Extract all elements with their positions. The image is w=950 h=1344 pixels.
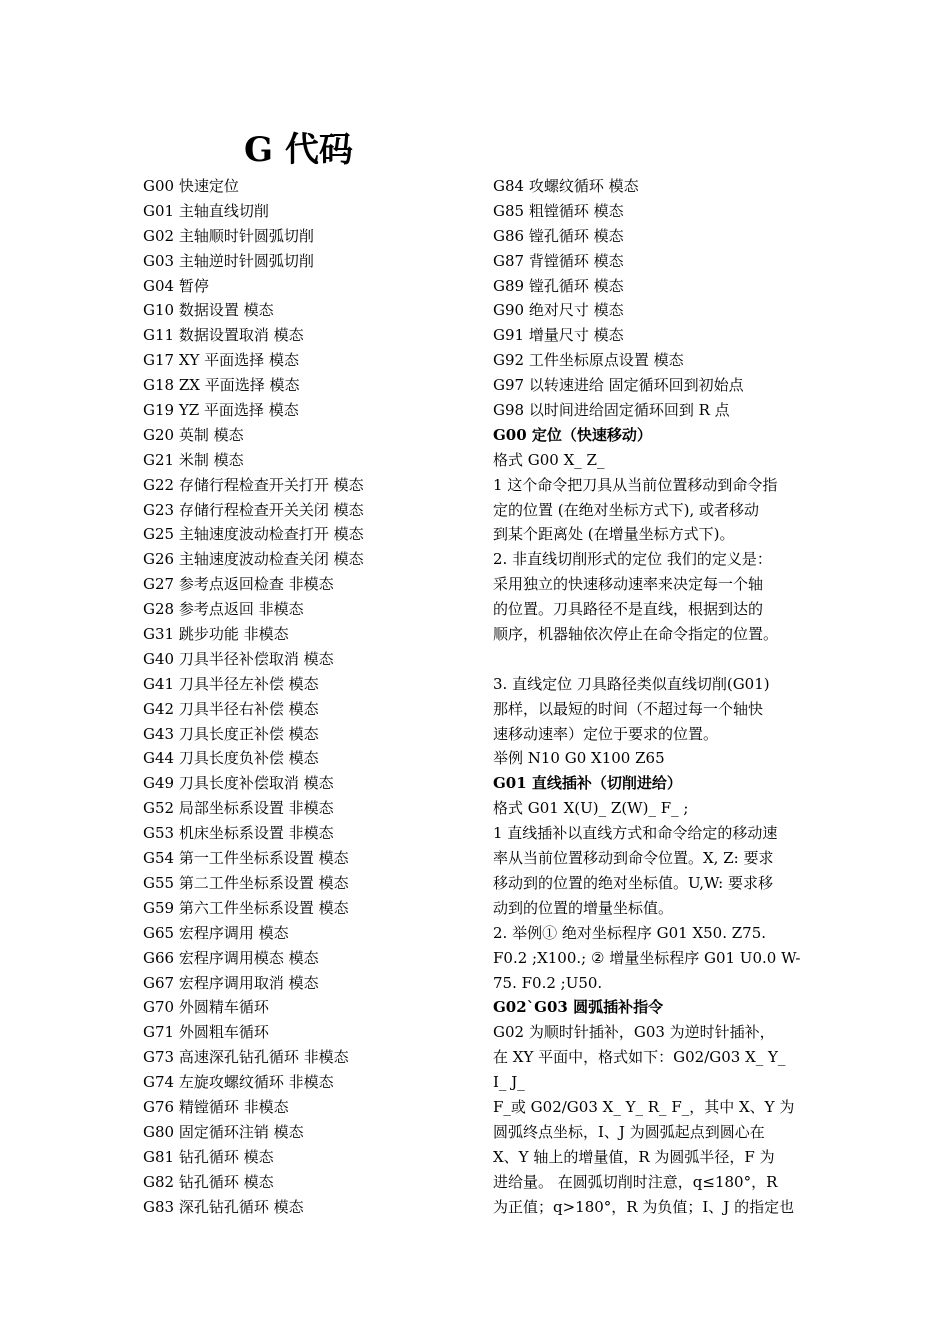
text-line: 2. 举例① 绝对坐标程序 G01 X50. Z75. [493, 923, 767, 942]
text-line: G92 工件坐标原点设置 模态 [493, 351, 684, 370]
text-line: 那样，以最短的时间（不超过每一个轴快 [493, 699, 764, 718]
page-title: G 代码 [244, 130, 353, 170]
text-line: G85 粗镗循环 模态 [493, 201, 624, 220]
g-code-entry: G44 刀具长度负补偿 模态 [143, 749, 319, 768]
g-code-entry: G71 外圆粗车循环 [143, 1023, 269, 1042]
section-heading: G00 定位（快速移动） [493, 425, 652, 444]
g-code-entry: G26 主轴速度波动检查关闭 模态 [143, 550, 364, 569]
text-line: G97 以转速进给 固定循环回到初始点 [493, 376, 744, 395]
text-line: F0.2 ;X100.; ② 增量坐标程序 G01 U0.0 W- [493, 948, 801, 967]
text-line: F_或 G02/G03 X_ Y_ R_ F_，其中 X、Y 为 [493, 1097, 795, 1116]
text-line: 定的位置 (在绝对坐标方式下), 或者移动 [493, 500, 760, 519]
g-code-entry: G52 局部坐标系设置 非模态 [143, 799, 334, 818]
g-code-entry: G80 固定循环注销 模态 [143, 1122, 304, 1141]
text-line: 格式 G00 X_ Z_ [493, 450, 605, 469]
g-code-entry: G19 YZ 平面选择 模态 [143, 401, 299, 420]
text-line: G98 以时间进给固定循环回到 R 点 [493, 401, 730, 420]
text-line: 圆弧终点坐标，I、J 为圆弧起点到圆心在 [493, 1122, 765, 1141]
section-heading: G02`G03 圆弧插补指令 [493, 998, 664, 1017]
g-code-entry: G23 存储行程检查开关关闭 模态 [143, 500, 364, 519]
text-line: 1 直线插补以直线方式和命令给定的移动速 [493, 824, 778, 843]
g-code-entry: G42 刀具半径右补偿 模态 [143, 699, 319, 718]
text-line: X、Y 轴上的增量值，R 为圆弧半径，F 为 [493, 1147, 775, 1166]
text-line: 到某个距离处 (在增量坐标方式下)。 [493, 525, 735, 544]
text-line: 举例 N10 G0 X100 Z65 [493, 749, 665, 768]
text-line: G02 为顺时针插补，G03 为逆时针插补， [493, 1023, 775, 1042]
g-code-entry: G02 主轴顺时针圆弧切削 [143, 226, 314, 245]
g-code-entry: G74 左旋攻螺纹循环 非模态 [143, 1073, 334, 1092]
text-line: I_ J_ [493, 1073, 525, 1092]
g-code-entry: G53 机床坐标系设置 非模态 [143, 824, 334, 843]
g-code-entry: G59 第六工件坐标系设置 模态 [143, 898, 349, 917]
text-line: 顺序，机器轴依次停止在命令指定的位置。 [493, 625, 779, 644]
g-code-entry: G22 存储行程检查开关打开 模态 [143, 475, 364, 494]
blank-line [493, 647, 813, 672]
g-code-entry: G28 参考点返回 非模态 [143, 600, 304, 619]
text-line: 速移动速率）定位于要求的位置。 [493, 724, 719, 743]
g-code-entry: G27 参考点返回检查 非模态 [143, 575, 334, 594]
g-code-entry: G21 米制 模态 [143, 450, 244, 469]
g-code-entry: G82 钻孔循环 模态 [143, 1172, 274, 1191]
g-code-entry: G31 跳步功能 非模态 [143, 625, 289, 644]
g-code-entry: G17 XY 平面选择 模态 [143, 351, 299, 370]
g-code-entry: G81 钻孔循环 模态 [143, 1147, 274, 1166]
g-code-entry: G65 宏程序调用 模态 [143, 923, 289, 942]
g-code-entry: G41 刀具半径左补偿 模态 [143, 674, 319, 693]
text-line: 进给量。 在圆弧切削时注意，q≤180°，R [493, 1172, 778, 1191]
text-line: G84 攻螺纹循环 模态 [493, 177, 639, 195]
text-line: 在 XY 平面中，格式如下：G02/G03 X_ Y_ [493, 1048, 786, 1067]
text-line: G89 镗孔循环 模态 [493, 276, 624, 295]
g-code-entry: G70 外圆精车循环 [143, 998, 269, 1017]
g-code-list-left-column [143, 174, 473, 1219]
g-code-entry: G49 刀具长度补偿取消 模态 [143, 774, 334, 793]
text-line: 率从当前位置移动到命令位置。X, Z: 要求 [493, 849, 774, 868]
g-code-entry: G83 深孔钻孔循环 模态 [143, 1197, 304, 1216]
text-line: 2. 非直线切削形式的定位 我们的定义是： [493, 550, 772, 569]
g-code-entry: G01 主轴直线切削 [143, 201, 269, 220]
g-code-entry: G43 刀具长度正补偿 模态 [143, 724, 319, 743]
section-heading: G01 直线插补（切削进给） [493, 774, 682, 793]
g-code-entry: G03 主轴逆时针圆弧切削 [143, 251, 314, 270]
g-code-entry: G04 暂停 [143, 276, 209, 295]
text-line: 为正值；q>180°，R 为负值；I、J 的指定也 [493, 1197, 795, 1216]
g-code-entry: G54 第一工件坐标系设置 模态 [143, 849, 349, 868]
text-line: G87 背镗循环 模态 [493, 251, 624, 270]
g-code-entry: G10 数据设置 模态 [143, 301, 274, 320]
text-line: 采用独立的快速移动速率来决定每一个轴 [493, 575, 764, 594]
g-code-entry: G40 刀具半径补偿取消 模态 [143, 649, 334, 668]
text-line: 动到的位置的增量坐标值。 [493, 898, 674, 917]
text-line: G91 增量尺寸 模态 [493, 326, 624, 345]
text-line: G86 镗孔循环 模态 [493, 226, 624, 245]
text-line: G90 绝对尺寸 模态 [493, 301, 624, 320]
g-code-entry: G20 英制 模态 [143, 425, 244, 444]
g-code-entry: G00 快速定位 [143, 177, 239, 195]
text-line: 75. F0.2 ;U50. [493, 973, 603, 992]
g-code-list-right-column [493, 174, 813, 1219]
text-line: 的位置。刀具路径不是直线，根据到达的 [493, 600, 764, 619]
g-code-entry: G18 ZX 平面选择 模态 [143, 376, 300, 395]
g-code-entry: G66 宏程序调用模态 模态 [143, 948, 319, 967]
g-code-entry: G55 第二工件坐标系设置 模态 [143, 873, 349, 892]
text-line: 格式 G01 X(U)_ Z(W)_ F_ ; [493, 799, 689, 818]
g-code-entry: G11 数据设置取消 模态 [143, 326, 304, 345]
g-code-entry: G76 精镗循环 非模态 [143, 1097, 289, 1116]
g-code-entry: G25 主轴速度波动检查打开 模态 [143, 525, 364, 544]
g-code-entry: G67 宏程序调用取消 模态 [143, 973, 319, 992]
text-line: 移动到的位置的绝对坐标值。U,W: 要求移 [493, 873, 773, 892]
text-line: 3. 直线定位 刀具路径类似直线切削(G01) [493, 674, 770, 693]
text-line: 1 这个命令把刀具从当前位置移动到命令指 [493, 475, 778, 494]
g-code-entry: G73 高速深孔钻孔循环 非模态 [143, 1048, 349, 1067]
